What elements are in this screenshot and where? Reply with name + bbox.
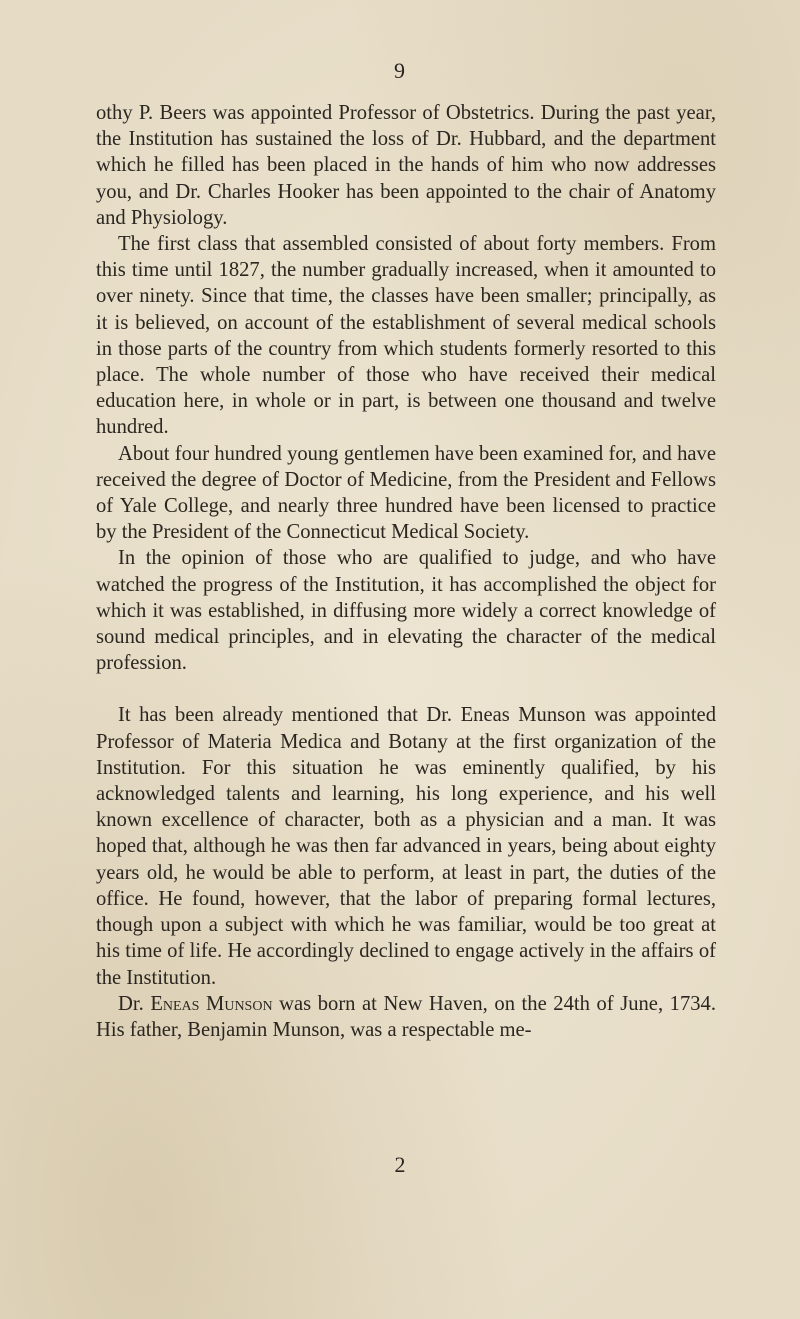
body-text xyxy=(96,100,716,1043)
paragraph-2: The first class that assembled consisted of about forty members. From this time until 1827, the number gradually increased, when it amounted to over ninety. Since that time, the classes have been smaller; principally, as it is believed, on account of the establishment of several medical schools in those parts of the country from which students formerly resorted to this place. The whole number of those who have received their medical education here, in whole or in part, is between one thousand and twelve hundred. xyxy=(96,233,716,439)
paragraph-1: othy P. Beers was appointed Professor of Obstetrics. During the past year, the Institution has sustained the loss of Dr. Hubbard, and the department which he filled has been placed in the hands of him who now addresses you, and Dr. Charles Hooker has been appointed to the chair of Anatomy and Physiology. xyxy=(96,102,716,229)
paragraph-4: In the opinion of those who are qualified to judge, and who have watched the progress of the Institution, it has accomplished the object for which it was established, in diffusing more widely a correct knowledge of sound medical principles, and in elevating the character of the medical profession. xyxy=(96,547,716,675)
paragraph-5: It has been already mentioned that Dr. Eneas Munson was appointed Professor of Materia Medica and Botany at the first organization of the Institution. For this situation he was eminently qualified, by his acknowledged talents and learning, his long experience, and his well known excellence of character, both as a physician and a man. It was hoped that, although he was then far advanced in years, being about eighty years old, he would be able to perform, at least in part, the duties of the office. He found, however, that the labor of preparing formal lectures, though upon a subject with which he was familiar, would be too great at his time of life. He accordingly declined to engage actively in the affairs of the Institution. xyxy=(96,704,716,989)
paragraph-6-rest: was born at New Haven, on the 24th of June, 1734. His father, Benjamin Munson, was a respectable me- xyxy=(96,992,716,1041)
paragraph-3: About four hundred young gentlemen have been examined for, and have received the degree of Doctor of Medicine, from the President and Fellows of Yale College, and nearly three hundred have been licensed to practice by the President of the Connecticut Medical Society. xyxy=(96,442,716,544)
signature-mark: 2 xyxy=(394,1152,406,1177)
paragraph-6-prefix: Dr. xyxy=(118,992,151,1015)
paragraph-6 xyxy=(96,991,716,1043)
person-name-small-caps: Eneas Munson xyxy=(150,992,273,1015)
page-number: 9 xyxy=(394,58,406,83)
